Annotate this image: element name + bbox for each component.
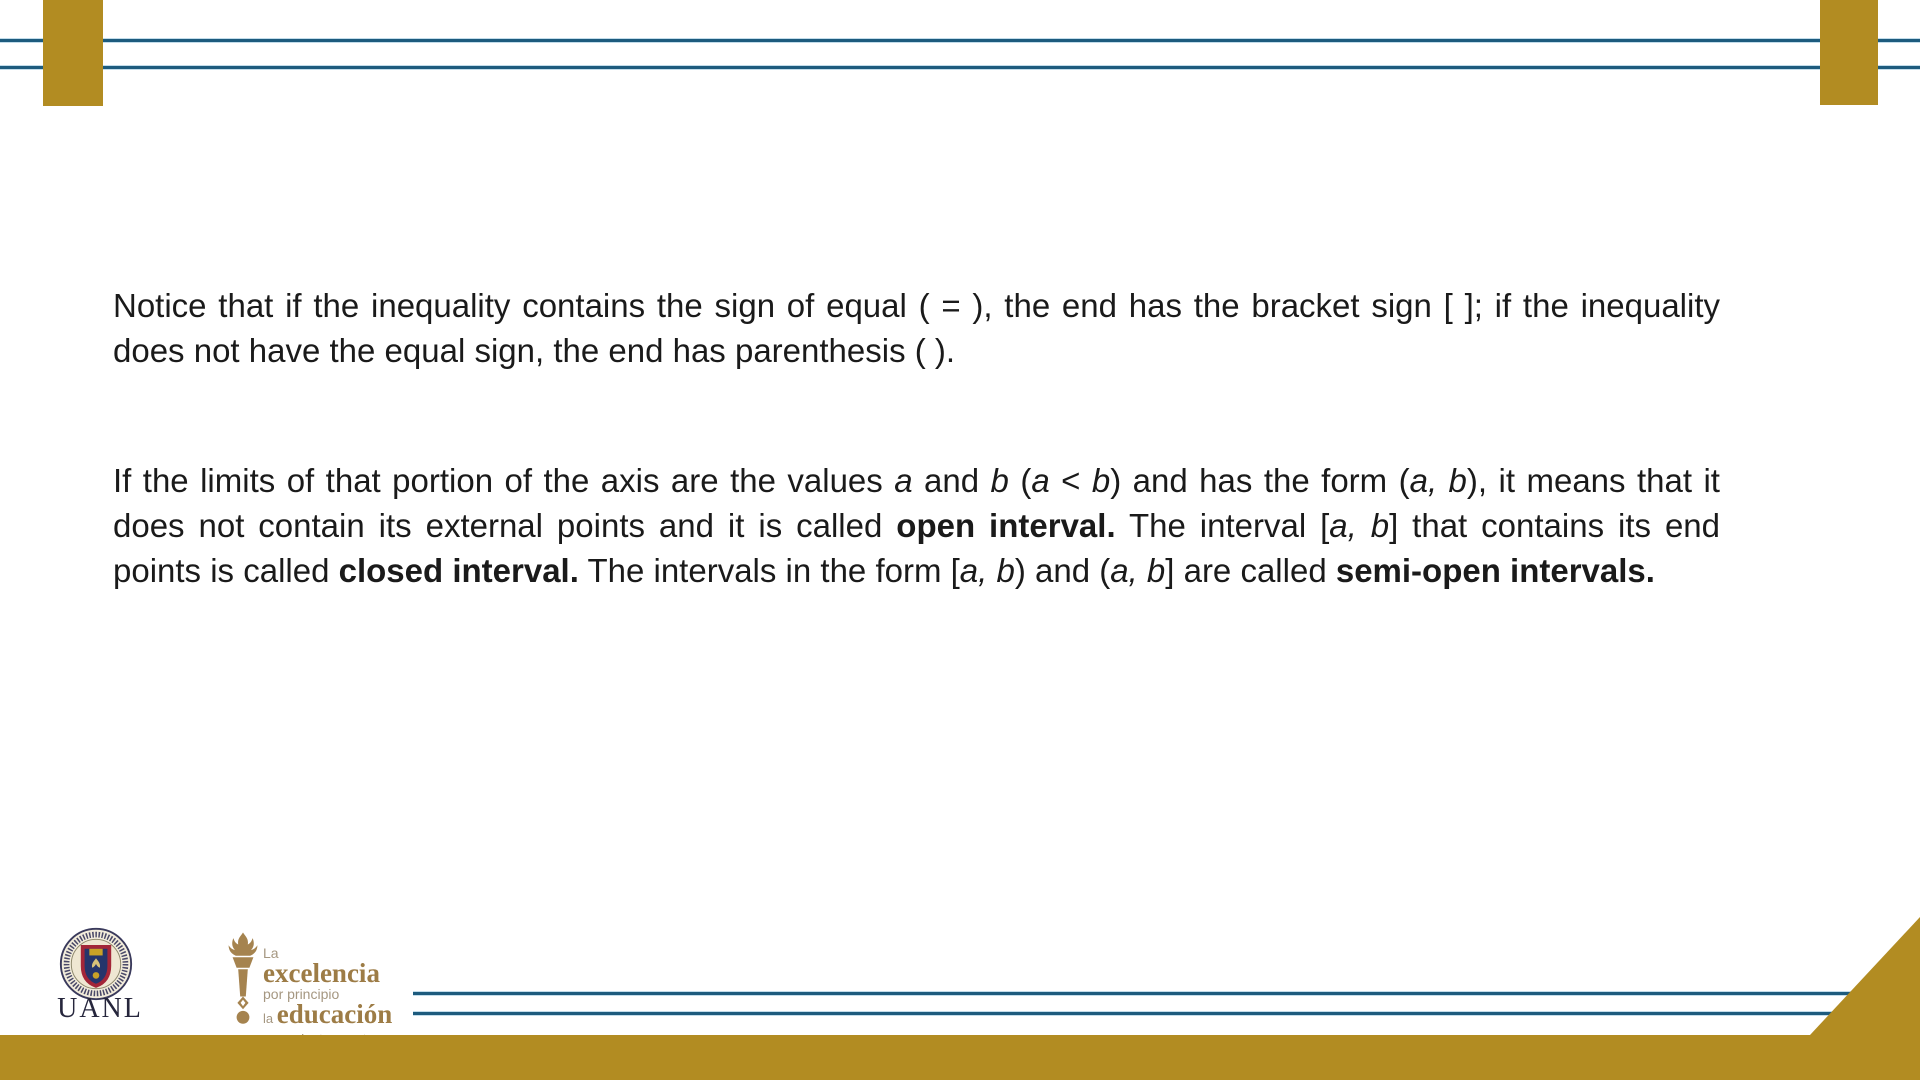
uanl-wordmark: UANL xyxy=(57,993,143,1024)
top-left-gold-bar xyxy=(43,0,103,106)
bottom-gold-bar xyxy=(0,1035,1920,1080)
bottom-rule-line-2 xyxy=(413,1011,1920,1016)
motto-la-educacion xyxy=(263,999,503,1031)
paragraph-brackets-rule: Notice that if the inequality contains the sign of equal ( = ), the end has the bracket sign [ ]; if the inequality does not have the equal sign, the end has parenthesis ( ). xyxy=(113,287,1720,369)
top-right-gold-bar xyxy=(1820,0,1878,105)
motto-por-principio: por principio xyxy=(263,986,340,1002)
uanl-motto xyxy=(263,945,503,1047)
torch-logo xyxy=(227,929,259,1032)
bottom-rule-line-1 xyxy=(413,991,1920,996)
top-rule-line-2 xyxy=(0,65,1920,70)
motto-la2: la xyxy=(263,1011,277,1026)
slide-body-text xyxy=(113,283,1720,593)
motto-educacion: educación xyxy=(276,999,393,1029)
paragraph-interval-definitions: If the limits of that portion of the axis are the values a and b (a < b) and has the form (a, b), it means that it does not contain its external points and it is called open interval. The interval [a, b] that contains its end points is called closed interval. The intervals in the form [a, b) and (a, b] are called semi-open intervals. xyxy=(113,462,1721,589)
uanl-seal-logo xyxy=(58,926,134,1002)
motto-la: La xyxy=(263,945,279,961)
motto-excelencia: excelencia xyxy=(263,958,380,988)
top-rule-line-1 xyxy=(0,38,1920,43)
bottom-right-gold-triangle xyxy=(1810,917,1920,1035)
